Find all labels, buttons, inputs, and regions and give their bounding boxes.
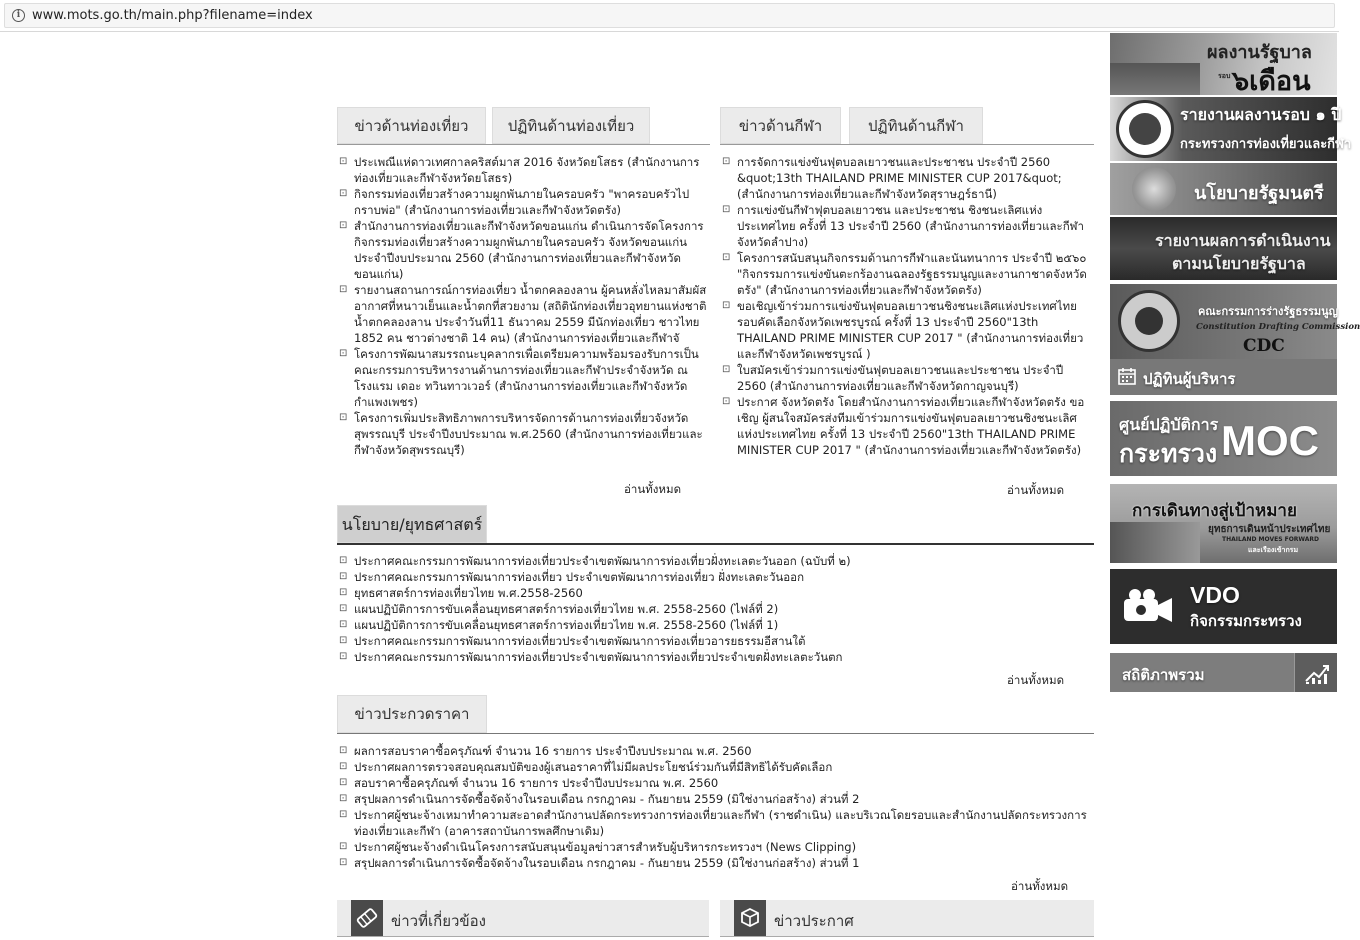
- list-item[interactable]: ⊡ แผนปฏิบัติการการขับเคลื่อนยุทธศาสตร์การท่องเที่ยวไทย พ.ศ. 2558-2560 (ไฟล์ที่ 2): [339, 601, 1094, 617]
- banner-text: ตามนโยบายรัฐบาล: [1172, 254, 1306, 273]
- list-item[interactable]: ⊡ ประกาศผลการตรวจสอบคุณสมบัติของผู้เสนอราคาที่ไม่มีผลประโยชน์ร่วมกันที่มีสิทธิได้รับคัดเลือก: [339, 759, 1094, 775]
- policy-list: [339, 553, 1094, 665]
- banner-text: CDC: [1243, 336, 1285, 356]
- banner-text: Constitution Drafting Commission: [1196, 322, 1360, 332]
- list-item[interactable]: ⊡ ขอเชิญเข้าร่วมการแข่งขันฟุตบอลเยาวชนชิงชนะเลิศแห่งประเทศไทยรอบคัดเลือกจังหวัดเพชรบูรณ์ ครั้งที่ 13 ประจำปี 2560"13th THAILAND PRIME MINISTER CUP 2017 " (สำนักงานการท่องเที่ยวและกีฬาจังหวัดเพชรบูรณ์ ): [722, 298, 1094, 362]
- box-icon: [734, 900, 766, 936]
- list-item[interactable]: ⊡ ยุทธศาสตร์การท่องเที่ยวไทย พ.ศ.2558-2560: [339, 585, 1094, 601]
- list-item[interactable]: ⊡ สอบราคาซื้อครุภัณฑ์ จำนวน 16 รายการ ประจำปีงบประมาณ พ.ศ. 2560: [339, 775, 1094, 791]
- calendar-icon: [1118, 367, 1136, 385]
- list-item[interactable]: ⊡ รายงานสถานการณ์การท่องเที่ยว น้ำตกคลองลาน ผู้คนหลั่งไหลมาสัมผัส อากาศที่หนาวเย็นและน้ำตกที่สวยงาม (สถิตินักท่องเที่ยวอุทยานแห่งชาติน้ำตกคลองลาน ประจำวันที่11 ธันวาคม 2559 มีนักท่องเที่ยว ชาวไทย 1852 คน ชาวต่างชาติ 14 คน) (สำนักงานการท่องเที่ยวและกีฬาจั: [339, 282, 711, 346]
- banner-overall-statistics[interactable]: [1110, 653, 1337, 692]
- list-item[interactable]: ⊡ โครงการสนับสนุนกิจกรรมด้านการกีฬาและนันทนาการ ประจำปี ๒๕๖๐ "กิจกรรมการแข่งขันตะกร้องานฉลองรัฐธรรมนูญและงานกาชาดจังหวัดตรัง" (สำนักงานการท่องเที่ยวและกีฬาจังหวัดตรัง): [722, 250, 1094, 298]
- announcements-title[interactable]: ข่าวประกาศ: [774, 912, 854, 930]
- banner-operation-report[interactable]: [1110, 217, 1337, 280]
- list-item[interactable]: ⊡ การจัดการแข่งขันฟุตบอลเยาวชนและประชาชน ประจำปี 2560 &quot;13th THAILAND PRIME MINISTER CUP 2017&quot; (สำนักงานการท่องเที่ยวและกีฬาจังหวัดสุราษฎร์ธานี): [722, 154, 1094, 202]
- cdc-emblem: [1118, 290, 1180, 352]
- banner-minister-policy[interactable]: [1110, 163, 1337, 215]
- tab-sports-calendar[interactable]: ปฏิทินด้านกีฬา: [849, 107, 983, 144]
- banner-text: ปฏิทินผู้บริหาร: [1143, 370, 1236, 388]
- ministry-emblem: [1116, 100, 1174, 158]
- banner-text: กิจกรรมกระทรวง: [1190, 612, 1302, 630]
- banner-text: MOC: [1221, 417, 1319, 464]
- list-item[interactable]: ⊡ โครงการเพิ่มประสิทธิภาพการบริหารจัดการด้านการท่องเที่ยวจังหวัดสุพรรณบุรี ประจำปีงบประมาณ พ.ศ.2560 (สำนักงานการท่องเที่ยวและกีฬาจังหวัดสุพรรณบุรี): [339, 410, 711, 458]
- banner-text: ยุทธการเดินหน้าประเทศไทย: [1208, 524, 1331, 535]
- list-item[interactable]: ⊡ ประกาศผู้ชนะจ้างเหมาทำความสะอาดสำนักงานปลัดกระทรวงการท่องเที่ยวและกีฬา (ราชดำเนิน) และบริเวณโดยรอบและสำนักงานปลัดกระทรวงการท่องเที่ยวและกีฬา (อาคารสถาบันการพลศึกษาเดิม): [339, 807, 1094, 839]
- banner-text: รอบ: [1218, 72, 1231, 80]
- banner-journey-to-goal[interactable]: [1110, 484, 1337, 563]
- tab-tourism-calendar[interactable]: ปฏิทินด้านท่องเที่ยว: [492, 107, 650, 144]
- banner-text: รายงานผลงานรอบ ๑ ปี: [1180, 105, 1342, 124]
- related-news-header: [337, 900, 709, 937]
- policy-read-all-link[interactable]: อ่านทั้งหมด: [1007, 673, 1065, 687]
- info-icon[interactable]: i: [12, 9, 25, 22]
- list-item[interactable]: ⊡ ใบสมัครเข้าร่วมการแข่งขันฟุตบอลเยาวชนและประชาชน ประจำปี 2560 (สำนักงานการท่องเที่ยวและกีฬาจังหวัดกาญจนบุรี): [722, 362, 1094, 394]
- banner-one-year-report[interactable]: [1110, 97, 1352, 161]
- banner-text: การเดินทางสู่เป้าหมาย: [1132, 501, 1297, 521]
- browser-address-bar: [0, 0, 1339, 32]
- divider: [337, 543, 1094, 545]
- list-item[interactable]: ⊡ ประกาศคณะกรรมการพัฒนาการท่องเที่ยวประจำเขตพัฒนาการท่องเที่ยวอารยธรรมอีสานใต้: [339, 633, 1094, 649]
- policy-section-title: นโยบาย/ยุทธศาสตร์: [337, 505, 487, 543]
- list-item[interactable]: ⊡ โครงการพัฒนาสมรรถนะบุคลากรเพื่อเตรียมความพร้อมรองรับการเป็นคณะกรรมการบริหารงานด้านการท่องเที่ยวและกีฬาประจำจังหวัด ณ โรงแรม เดอะ ทวินทาวเวอร์ (สำนักงานการท่องเที่ยวและกีฬาจังหวัดกำแพงเพชร): [339, 346, 711, 410]
- list-item[interactable]: ⊡ แผนปฏิบัติการการขับเคลื่อนยุทธศาสตร์การท่องเที่ยวไทย พ.ศ. 2558-2560 (ไฟล์ที่ 1): [339, 617, 1094, 633]
- tourism-news-list: [339, 154, 711, 458]
- list-item[interactable]: ⊡ สรุปผลการดำเนินการจัดซื้อจัดจ้างในรอบเดือน กรกฎาคม - กันยายน 2559 (มิใช่งานก่อสร้าง) ส่วนที่ 1: [339, 855, 1094, 871]
- sports-news-list: [722, 154, 1094, 458]
- tourism-read-all-link[interactable]: อ่านทั้งหมด: [624, 482, 682, 496]
- list-item[interactable]: ⊡ ประกาศ จังหวัดตรัง โดยสำนักงานการท่องเที่ยวและกีฬาจังหวัดตรัง ขอเชิญ ผู้สนใจสมัครส่งทีมเข้าร่วมการแข่งขันฟุตบอลเยาวชนชิงชนะเลิศแห่งประเทศไทย ครั้งที่ 13 ประจำปี 2560"13th THAILAND PRIME MINISTER CUP 2017 " (สำนักงานการท่องเที่ยวและกีฬาจังหวัดตรัง): [722, 394, 1094, 458]
- bidding-section-title: ข่าวประกวดราคา: [337, 695, 487, 733]
- banner-moc-center[interactable]: [1110, 401, 1337, 476]
- bidding-read-all-link[interactable]: อ่านทั้งหมด: [1011, 879, 1069, 893]
- tag-icon: [351, 900, 383, 936]
- banner-text: นโยบายรัฐมนตรี: [1194, 183, 1324, 204]
- city-skyline-image: [1110, 63, 1200, 95]
- banner-text: คณะกรรมการร่างรัฐธรรมนูญ: [1198, 305, 1339, 318]
- banner-cdc[interactable]: [1110, 284, 1360, 360]
- bidding-list: [339, 743, 1094, 871]
- chart-icon: [1294, 653, 1337, 692]
- announcements-header: [720, 900, 1094, 937]
- list-item[interactable]: ⊡ การแข่งขันกีฬาฟุตบอลเยาวชน และประชาชน ชิงชนะเลิศแห่งประเทศไทย ครั้งที่ 13 ประจำปี 2560 (สำนักงานการท่องเที่ยวและกีฬาจังหวัดลำปาง): [722, 202, 1094, 250]
- video-camera-icon: [1122, 587, 1174, 627]
- divider: [337, 733, 1094, 734]
- banner-text: กระทรวงการท่องเที่ยวและกีฬา: [1180, 137, 1352, 152]
- banner-text: กระทรวง: [1119, 439, 1218, 468]
- list-item[interactable]: ⊡ กิจกรรมท่องเที่ยวสร้างความผูกพันภายในครอบครัว "พาครอบครัวไปกราบพ่อ" (สำนักงานการท่องเที่ยวและกีฬาจังหวัดตรัง): [339, 186, 711, 218]
- list-item[interactable]: ⊡ ประกาศคณะกรรมการพัฒนาการท่องเที่ยวประจำเขตพัฒนาการท่องเที่ยวประจำเขตฝั่งทะเลตะวันตก: [339, 649, 1094, 665]
- related-news-title[interactable]: ข่าวที่เกี่ยวข้อง: [391, 912, 486, 930]
- list-item[interactable]: ⊡ ประกาศคณะกรรมการพัฒนาการท่องเที่ยว ประจำเขตพัฒนาการท่องเที่ยว ฝั่งทะเลตะวันออก: [339, 569, 1094, 585]
- list-item[interactable]: ⊡ ประกาศผู้ชนะจ้างดำเนินโครงการสนับสนุนข้อมูลข่าวสารสำหรับผู้บริหารกระทรวงฯ (News Clipping): [339, 839, 1094, 855]
- banner-vdo[interactable]: [1110, 569, 1337, 644]
- touch-image: [1132, 167, 1176, 211]
- tab-tourism-news[interactable]: ข่าวด้านท่องเที่ยว: [337, 107, 486, 144]
- banner-text: ๖เดือน: [1232, 66, 1311, 97]
- url-text[interactable]: www.mots.go.th/main.php?filename=index: [32, 8, 313, 23]
- collage-image: [1110, 522, 1200, 563]
- banner-text: สถิติภาพรวม: [1122, 666, 1205, 684]
- banner-text: รายงานผลการดำเนินงาน: [1155, 231, 1331, 250]
- banner-text: และเรืองเข้ากรม: [1248, 546, 1299, 554]
- divider: [720, 144, 1094, 145]
- list-item[interactable]: ⊡ ผลการสอบราคาซื้อครุภัณฑ์ จำนวน 16 รายการ ประจำปีงบประมาณ พ.ศ. 2560: [339, 743, 1094, 759]
- list-item[interactable]: ⊡ สำนักงานการท่องเที่ยวและกีฬาจังหวัดขอนแก่น ดำเนินการจัดโครงการกิจกรรมท่องเที่ยวสร้างความผูกพันภายในครอบครัว จังหวัดขอนแก่น ประจำปีงบประมาณ 2560 (สำนักงานการท่องเที่ยวและกีฬาจังหวัดขอนแก่น): [339, 218, 711, 282]
- banner-text: VDO: [1190, 582, 1240, 608]
- divider: [337, 144, 710, 145]
- sports-read-all-link[interactable]: อ่านทั้งหมด: [1007, 483, 1065, 497]
- banner-text: ศูนย์ปฏิบัติการ: [1119, 415, 1219, 434]
- banner-text: ผลงานรัฐบาล: [1207, 42, 1312, 63]
- url-field[interactable]: [4, 3, 1335, 28]
- list-item[interactable]: ⊡ ประกาศคณะกรรมการพัฒนาการท่องเที่ยวประจำเขตพัฒนาการท่องเที่ยวฝั่งทะเลตะวันออก (ฉบับที่ ๒): [339, 553, 1094, 569]
- list-item[interactable]: ⊡ สรุปผลการดำเนินการจัดซื้อจัดจ้างในรอบเดือน กรกฎาคม - กันยายน 2559 (มิใช่งานก่อสร้าง) ส่วนที่ 2: [339, 791, 1094, 807]
- banner-government-6-months[interactable]: [1110, 33, 1337, 95]
- banner-executive-calendar[interactable]: [1110, 359, 1337, 395]
- tab-sports-news[interactable]: ข่าวด้านกีฬา: [720, 107, 841, 144]
- list-item[interactable]: ⊡ ประเพณีแห่ดาวเทศกาลคริสต์มาส 2016 จังหวัดยโสธร (สำนักงานการท่องเที่ยวและกีฬาจังหวัดยโสธร): [339, 154, 711, 186]
- banner-text: THAILAND MOVES FORWARD: [1222, 536, 1320, 543]
